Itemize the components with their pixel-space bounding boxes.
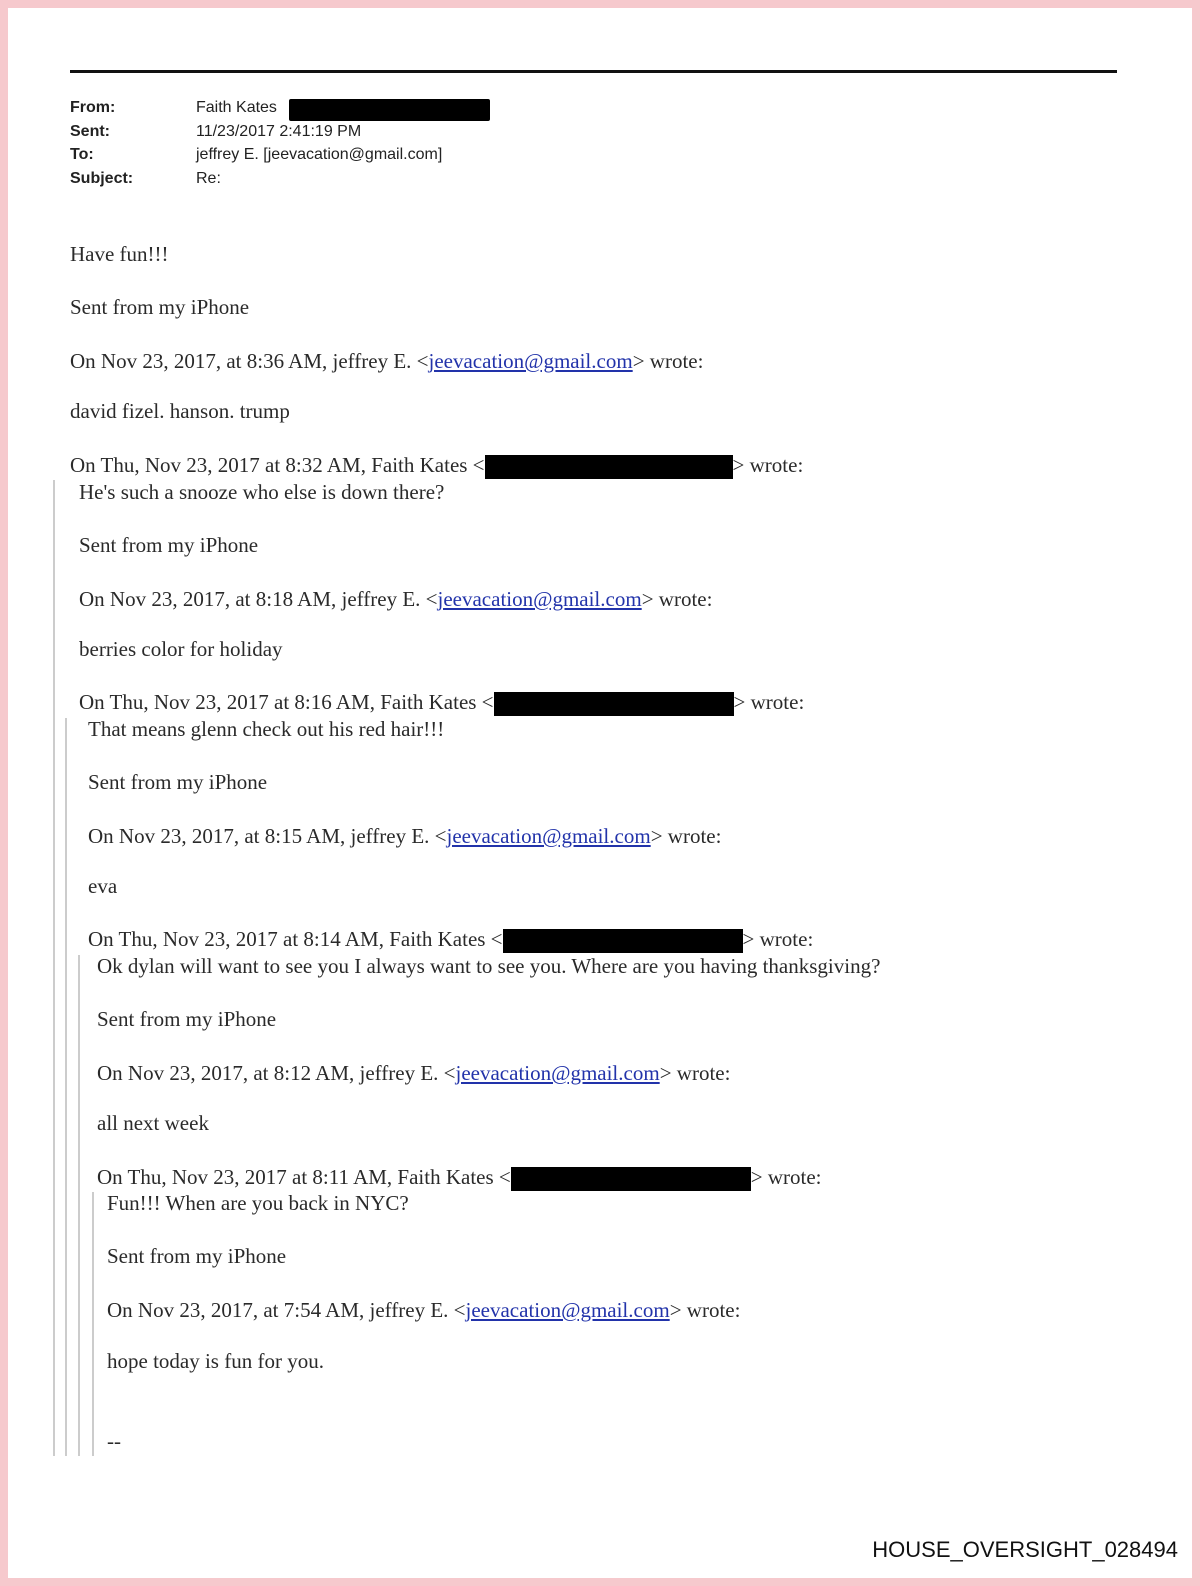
signature: Sent from my iPhone <box>70 295 250 319</box>
email-link[interactable]: jeevacation@gmail.com <box>437 587 642 611</box>
quote-header: On Thu, Nov 23, 2017 at 8:14 AM, Faith Kates < > wrote: <box>88 927 813 953</box>
signature: Sent from my iPhone <box>107 1244 287 1268</box>
email-link[interactable]: jeevacation@gmail.com <box>428 349 633 373</box>
subject-value: Re: <box>196 170 221 187</box>
subject-label: Subject: <box>70 170 134 187</box>
to-label: To: <box>70 146 94 163</box>
body-line: That means glenn check out his red hair!!! <box>88 717 445 741</box>
body-line: Fun!!! When are you back in NYC? <box>107 1191 409 1215</box>
quote-header: On Nov 23, 2017, at 8:15 AM, jeffrey E. <jeevacation@gmail.com> wrote: <box>88 824 722 848</box>
redaction <box>511 1167 751 1191</box>
body-line: berries color for holiday <box>79 637 283 661</box>
redaction <box>289 99 490 121</box>
email-link[interactable]: jeevacation@gmail.com <box>465 1298 670 1322</box>
signature-separator: -- <box>107 1429 121 1453</box>
redaction <box>503 929 743 953</box>
quote-bar <box>92 1192 94 1456</box>
body-line: Have fun!!! <box>70 242 169 266</box>
quote-header: On Thu, Nov 23, 2017 at 8:32 AM, Faith Kates < > wrote: <box>70 453 803 479</box>
signature: Sent from my iPhone <box>88 770 268 794</box>
header-rule <box>70 70 1117 73</box>
quote-header: On Nov 23, 2017, at 8:18 AM, jeffrey E. <jeevacation@gmail.com> wrote: <box>79 587 713 611</box>
bates-number: HOUSE_OVERSIGHT_028494 <box>872 1537 1178 1562</box>
signature: Sent from my iPhone <box>97 1007 277 1031</box>
quote-bar <box>78 955 80 1456</box>
body-line: all next week <box>97 1111 209 1135</box>
body-line: He's such a snooze who else is down there? <box>79 480 445 504</box>
sent-value: 11/23/2017 2:41:19 PM <box>196 123 362 140</box>
to-value: jeffrey E. [jeevacation@gmail.com] <box>196 146 443 163</box>
signature: Sent from my iPhone <box>79 533 259 557</box>
email-link[interactable]: jeevacation@gmail.com <box>446 824 651 848</box>
sent-label: Sent: <box>70 123 110 140</box>
quote-bar <box>65 718 67 1456</box>
quote-header: On Thu, Nov 23, 2017 at 8:11 AM, Faith Kates < > wrote: <box>97 1165 822 1191</box>
redaction <box>485 455 733 479</box>
quote-header: On Nov 23, 2017, at 7:54 AM, jeffrey E. <jeevacation@gmail.com> wrote: <box>107 1298 741 1322</box>
from-label: From: <box>70 99 116 116</box>
email-link[interactable]: jeevacation@gmail.com <box>455 1061 660 1085</box>
body-line: Ok dylan will want to see you I always want to see you. Where are you having thanksgiving? <box>97 954 881 978</box>
body-line: hope today is fun for you. <box>107 1349 324 1373</box>
from-value: Faith Kates <box>196 99 277 116</box>
body-line: david fizel. hanson. trump <box>70 399 290 423</box>
redaction <box>494 692 734 716</box>
body-line: eva <box>88 874 118 898</box>
quote-bar <box>53 480 55 1456</box>
quote-header: On Nov 23, 2017, at 8:12 AM, jeffrey E. <jeevacation@gmail.com> wrote: <box>97 1061 731 1085</box>
quote-header: On Thu, Nov 23, 2017 at 8:16 AM, Faith Kates < > wrote: <box>79 690 804 716</box>
quote-header: On Nov 23, 2017, at 8:36 AM, jeffrey E. <jeevacation@gmail.com> wrote: <box>70 349 704 373</box>
